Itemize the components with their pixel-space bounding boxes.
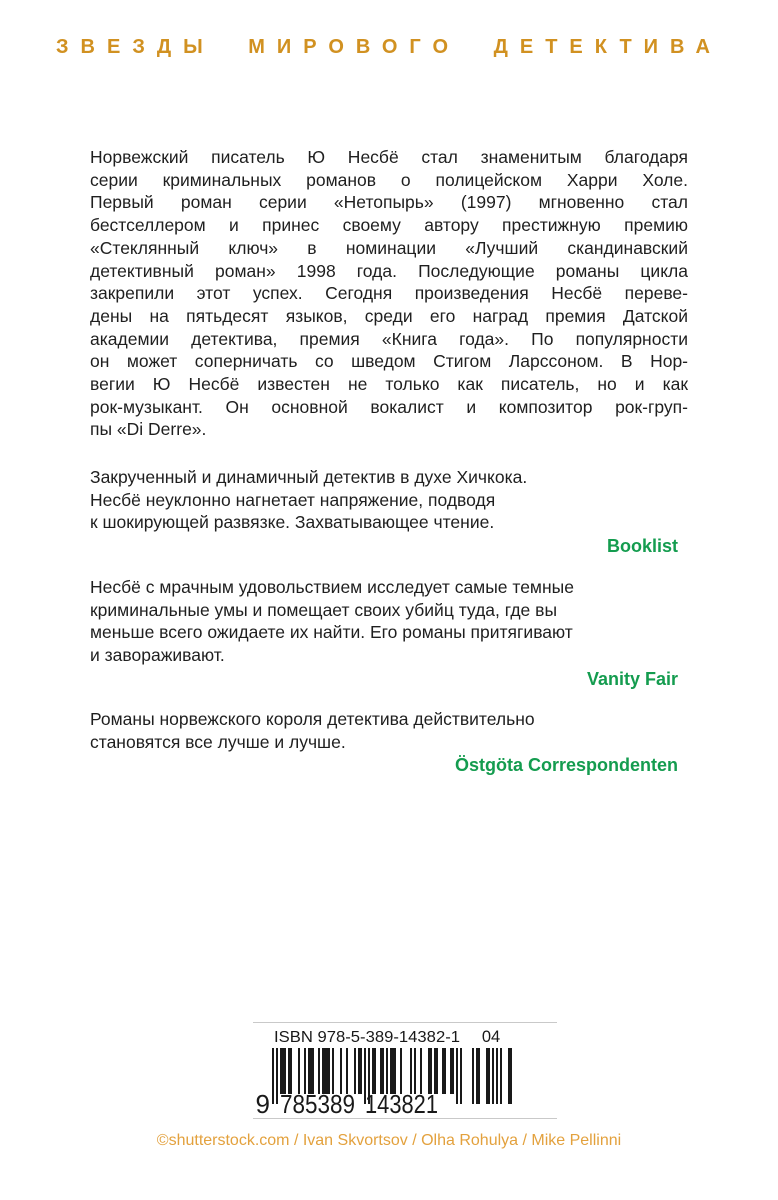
author-bio <box>90 146 688 441</box>
text-line: академии детектива, премия «Книга года». По популярности <box>90 328 688 349</box>
barcode-bar <box>476 1048 480 1104</box>
text-line: пы «Di Derre». <box>90 419 207 440</box>
series-title: ЗВЕЗДЫ МИРОВОГО ДЕТЕКТИВА <box>56 36 722 58</box>
barcode-bar <box>500 1048 502 1104</box>
barcode-block <box>253 1022 557 1119</box>
barcode-bar <box>322 1048 330 1094</box>
barcode-bar <box>456 1048 458 1104</box>
text-line: «Стеклянный ключ» в номинации «Лучший скандинавский <box>90 237 688 258</box>
barcode-bar <box>380 1048 384 1094</box>
text-line: Несбё с мрачным удовольствием исследует самые темные <box>90 577 574 597</box>
barcode-bar <box>428 1048 432 1094</box>
quote-ostgota-correspondenten <box>90 708 678 777</box>
ean-digits-right: 143821 <box>365 1089 438 1119</box>
quote-booklist <box>90 466 678 558</box>
barcode-bar <box>414 1048 416 1094</box>
text-line: Норвежский писатель Ю Несбё стал знаменитым благодаря <box>90 147 688 167</box>
barcode-bar <box>288 1048 292 1094</box>
barcode-bar <box>272 1048 274 1104</box>
barcode-bar <box>280 1048 286 1094</box>
ean-digits-left: 785389 <box>280 1089 355 1119</box>
quote-source: Vanity Fair <box>586 668 678 689</box>
text-line: серии криминальных романов о полицейском Харри Холе. <box>90 169 688 190</box>
quote-source: Östgöta Correspondenten <box>454 755 678 776</box>
text-line: Закрученный и динамичный детектив в духе Хичкока. <box>90 467 528 487</box>
text-line: меньше всего ожидаете их найти. Его романы притягивают <box>90 622 573 643</box>
barcode-bar <box>492 1048 494 1104</box>
quote-source: Booklist <box>606 536 678 557</box>
quote-text <box>90 576 678 667</box>
author-bio-text <box>90 146 688 441</box>
isbn-label: ISBN 978-5-389-14382-1 <box>274 1029 461 1046</box>
barcode-bar <box>472 1048 474 1104</box>
text-line: Первый роман серии «Нетопырь» (1997) мгновенно стал <box>90 192 688 213</box>
text-line: дены на пятьдесят языков, среди его наград премия Датской <box>90 305 688 326</box>
barcode-bar <box>298 1048 300 1094</box>
barcode-bar <box>308 1048 314 1094</box>
photo-credit: ©shutterstock.com / Ivan Skvortsov / Olha Rohulya / Mike Pellinni <box>156 1132 622 1149</box>
barcode-bar <box>318 1048 320 1094</box>
barcode-bar <box>508 1048 512 1104</box>
barcode-bar <box>410 1048 412 1094</box>
text-line: становятся все лучше и лучше. <box>90 731 346 752</box>
quote-vanity-fair <box>90 576 678 691</box>
text-line: к шокирующей развязке. Захватывающее чтение. <box>90 512 495 533</box>
addon-label: 04 <box>481 1028 501 1046</box>
barcode-bar <box>276 1048 278 1104</box>
text-line: детективный роман» 1998 года. Последующие романы цикла <box>90 260 688 281</box>
barcode-bar <box>390 1048 396 1094</box>
barcode-bar <box>304 1048 306 1094</box>
quote-text <box>90 466 678 534</box>
barcode-bar <box>486 1048 490 1104</box>
barcode-bar <box>400 1048 402 1094</box>
ean-digit-first: 9 <box>255 1089 270 1119</box>
text-line: рок-музыкант. Он основной вокалист и композитор рок-груп- <box>90 396 688 417</box>
barcode-bar <box>496 1048 498 1104</box>
barcode-bar <box>354 1048 356 1094</box>
barcode-bar <box>372 1048 376 1094</box>
barcode-bar <box>358 1048 362 1094</box>
quote-text <box>90 708 678 753</box>
barcode-bar <box>340 1048 342 1094</box>
text-line: вегии Ю Несбё известен не только как писатель, но и как <box>90 374 688 395</box>
text-line: Романы норвежского короля детектива действительно <box>90 709 535 729</box>
text-line: он может соперничать со шведом Стигом Ларссоном. В Нор- <box>90 351 688 372</box>
barcode-bar <box>420 1048 422 1094</box>
text-line: закрепили этот успех. Сегодня произведения Несбё переве- <box>90 283 688 304</box>
barcode-bar <box>442 1048 446 1094</box>
barcode-bar <box>460 1048 462 1104</box>
ean13-barcode <box>255 1026 528 1119</box>
text-line: криминальные умы и помещает своих убийц туда, где вы <box>90 599 558 620</box>
text-line: бестселлером и принес своему автору престижную премию <box>90 215 688 236</box>
barcode-bar <box>346 1048 348 1094</box>
barcode-bar <box>450 1048 454 1094</box>
text-line: Несбё неуклонно нагнетает напряжение, подводя <box>90 489 496 510</box>
barcode-bar <box>434 1048 438 1094</box>
barcode-bar <box>332 1048 334 1094</box>
text-line: и завораживают. <box>90 645 225 666</box>
barcode-bar <box>386 1048 388 1094</box>
